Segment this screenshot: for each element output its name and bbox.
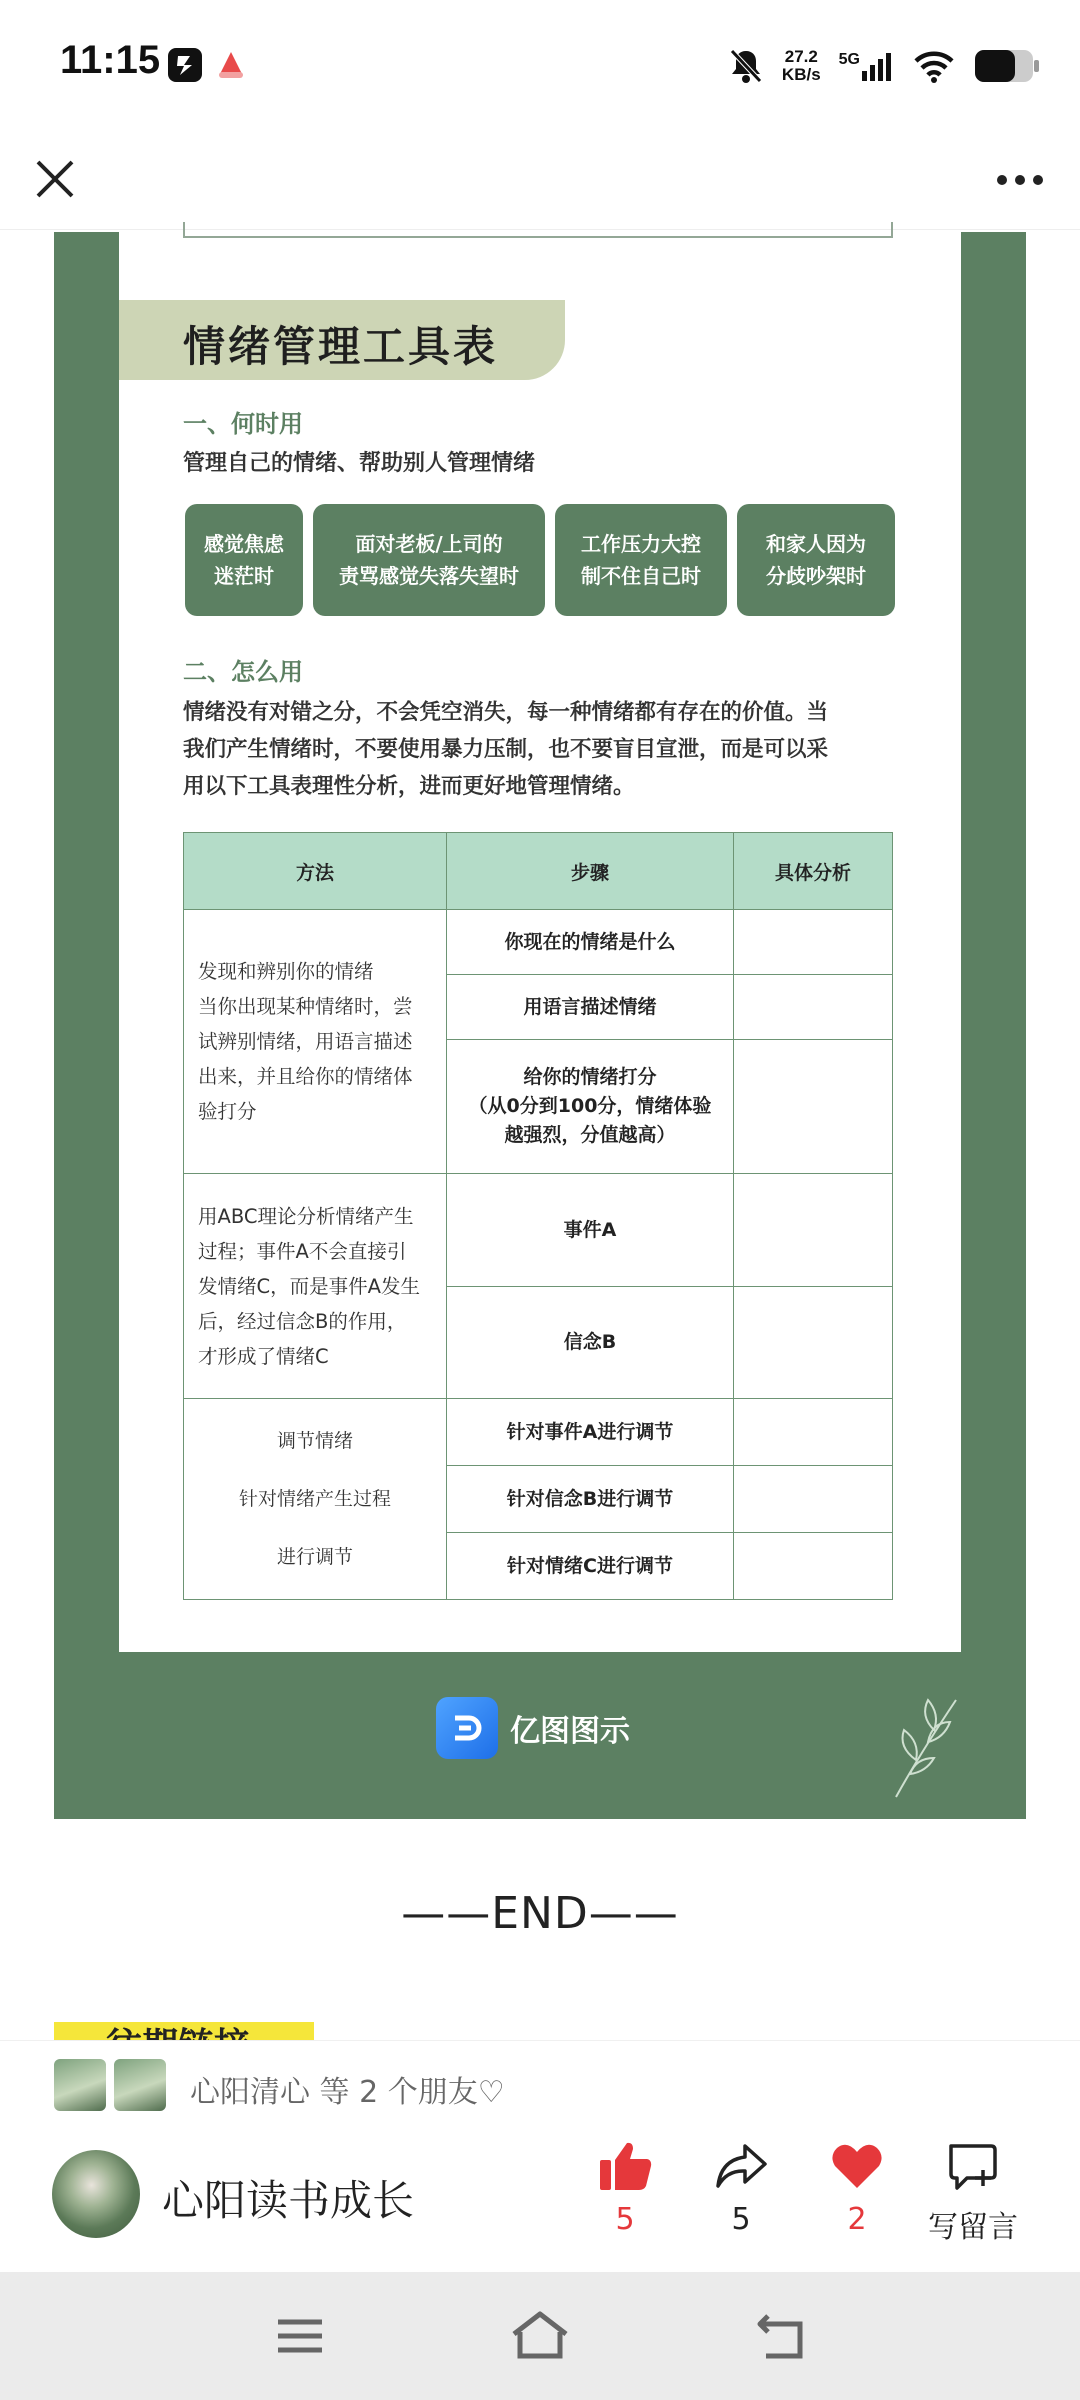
friends-row[interactable] <box>0 2040 1080 2132</box>
network-type: 5G <box>838 51 860 68</box>
favorite-count: 2 <box>847 2202 867 2237</box>
next-section-peek <box>54 2022 314 2040</box>
friend-avatar <box>54 2059 106 2111</box>
header-analysis: 具体分析 <box>733 832 893 910</box>
wifi-icon <box>912 49 956 83</box>
like-count: 5 <box>615 2202 635 2237</box>
app-notification-icon-2 <box>214 48 248 82</box>
author-name[interactable]: 心阳读书成长 <box>162 2176 415 2225</box>
system-nav-bar <box>0 2272 1080 2400</box>
chip-anxiety: 感觉焦虑 迷茫时 <box>185 504 303 616</box>
leaf-decoration-icon <box>886 1692 966 1802</box>
comment-button[interactable] <box>918 2140 1028 2246</box>
comment-label: 写留言 <box>928 2210 1018 2245</box>
card-title: 情绪管理工具表 <box>183 322 499 371</box>
card-top-border <box>183 222 893 238</box>
heart-icon <box>829 2140 885 2192</box>
comment-icon <box>945 2140 1001 2192</box>
friend-avatar <box>114 2059 166 2111</box>
menu-button[interactable] <box>270 2310 330 2362</box>
back-icon <box>752 2308 812 2364</box>
step-cell: 事件A <box>446 1173 734 1287</box>
step-cell: 信念B <box>446 1286 734 1399</box>
step-cell: 针对信念B进行调节 <box>446 1465 734 1533</box>
share-button[interactable] <box>686 2140 796 2237</box>
analysis-cell <box>733 1286 893 1399</box>
edraw-logo <box>436 1697 630 1759</box>
more-icon <box>990 160 1050 200</box>
close-button[interactable] <box>30 154 80 204</box>
header-step: 步骤 <box>446 832 734 910</box>
author-avatar[interactable] <box>52 2150 140 2238</box>
share-count: 5 <box>731 2202 751 2237</box>
end-marker: ——END—— <box>401 1888 679 1939</box>
header-method: 方法 <box>183 832 447 910</box>
step-cell: 用语言描述情绪 <box>446 974 734 1040</box>
analysis-cell <box>733 909 893 975</box>
chip-pressure: 工作压力大控 制不住自己时 <box>555 504 727 616</box>
home-button[interactable] <box>508 2308 572 2364</box>
section2-text: 情绪没有对错之分，不会凭空消失，每一种情绪都有存在的价值。当 我们产生情绪时，不要使用暴力压制，也不要盲目宣泄，而是可以采 用以下工具表理性分析，进而更好地管理情绪。 <box>183 700 829 799</box>
chip-family: 和家人因为 分歧吵架时 <box>737 504 895 616</box>
analysis-cell <box>733 1173 893 1287</box>
share-icon <box>713 2140 769 2192</box>
signal-icon <box>860 51 894 81</box>
battery-icon <box>974 48 1040 84</box>
section1-text: 管理自己的情绪、帮助别人管理情绪 <box>183 451 536 476</box>
analysis-cell <box>733 1465 893 1533</box>
status-time: 11:15 <box>60 38 161 82</box>
logo-text: 亿图图示 <box>510 1714 630 1749</box>
back-button[interactable] <box>752 2308 812 2364</box>
step-cell: 给你的情绪打分 （从0分到100分，情绪体验 越强烈，分值越高） <box>446 1039 734 1174</box>
emotion-table <box>183 832 893 1600</box>
method-cell-2: 用ABC理论分析情绪产生 过程；事件A不会直接引 发情绪C，而是事件A发生 后，经过信念B的作用， 才形成了情绪C <box>183 1173 447 1399</box>
method-cell-1: 发现和辨别你的情绪 当你出现某种情绪时，尝 试辨别情绪，用语言描述 出来，并且给你的情绪体 验打分 <box>183 909 447 1174</box>
close-icon <box>30 154 80 204</box>
tool-card <box>119 232 961 1652</box>
menu-icon <box>270 2310 330 2362</box>
author-bar <box>0 2132 1080 2272</box>
analysis-cell <box>733 974 893 1040</box>
top-nav <box>0 130 1080 230</box>
bell-muted-icon <box>728 47 764 85</box>
net-speed: 27.2 KB/s <box>781 47 821 84</box>
status-bar <box>0 0 1080 130</box>
analysis-cell <box>733 1532 893 1600</box>
method-cell-3: 调节情绪 针对情绪产生过程 进行调节 <box>183 1398 447 1600</box>
edraw-logo-icon <box>436 1697 498 1759</box>
step-cell: 你现在的情绪是什么 <box>446 909 734 975</box>
like-button[interactable] <box>570 2140 680 2237</box>
more-button[interactable] <box>990 160 1050 200</box>
app-notification-icon <box>168 48 202 82</box>
step-cell: 针对情绪C进行调节 <box>446 1532 734 1600</box>
chip-boss: 面对老板/上司的 责骂感觉失落失望时 <box>313 504 545 616</box>
favorite-button[interactable] <box>802 2140 912 2237</box>
article-image <box>54 232 1026 1819</box>
step-cell: 针对事件A进行调节 <box>446 1398 734 1466</box>
home-icon <box>508 2308 572 2364</box>
section1-heading: 一、何时用 <box>183 410 303 438</box>
analysis-cell <box>733 1039 893 1174</box>
analysis-cell <box>733 1398 893 1466</box>
section2-heading: 二、怎么用 <box>183 658 303 686</box>
friends-text: 心阳清心 等 2 个朋友♡ <box>190 2075 505 2110</box>
thumbs-up-icon <box>597 2140 653 2192</box>
